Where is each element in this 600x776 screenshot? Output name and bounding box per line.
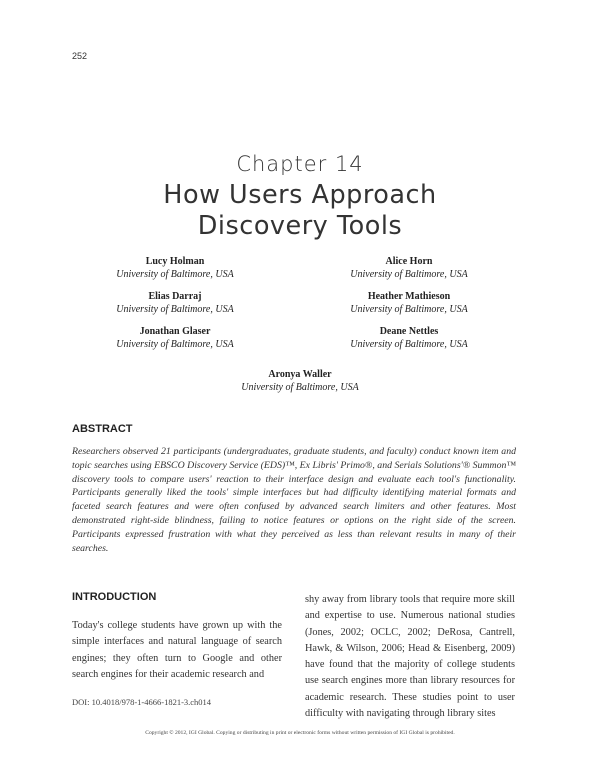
author-block: [80, 255, 270, 281]
author-block: [80, 325, 270, 351]
introduction-heading: INTRODUCTION: [72, 591, 157, 603]
chapter-label: Chapter 14: [236, 152, 364, 176]
author-name: Alice Horn: [385, 256, 433, 267]
author-affiliation: University of Baltimore, USA: [116, 304, 234, 315]
author-name: Heather Mathieson: [367, 291, 451, 302]
page-number: 252: [72, 51, 88, 61]
abstract-text: Researchers observed 21 participants (undergraduates, graduate students, and faculty) conduct known item and topic searches using EBSCO Discovery Service (EDS)™, Ex Libris' Primo®, and Serials Solutions'® Summon™ discovery tools to compare users' reaction to their interface design and evaluate each tool's functionality. Participants generally liked the tools' simple interfaces but had difficulty identifying material formats and faceted search features and were often confused by advanced search limiters and other features. Most demonstrated right-side blindness, failing to notice features or options on the right side of the screen. Participants expressed frustration with what they perceived as less than relevant results in many of their searches.: [72, 446, 516, 554]
author-affiliation: University of Baltimore, USA: [350, 269, 468, 280]
author-affiliation: University of Baltimore, USA: [350, 339, 468, 350]
intro-right-column: shy away from library tools that require more skill and expertise to use. Numerous national studies (Jones, 2002; OCLC, 2002; DeRosa, Cantrell, Hawk, & Wilson, 2006; Head & Eisenberg, 2009) have found that the majority of college students use search engines more than library resources for academic research. These studies point to user difficulty with navigating through library sites: [305, 594, 515, 720]
chapter-title: [0, 180, 600, 242]
intro-left-column: Today's college students have grown up with the simple interfaces and natural language of search engines; they often turn to Google and other search engines for their academic research and: [72, 620, 282, 680]
author-affiliation: University of Baltimore, USA: [116, 339, 234, 350]
author-name: Lucy Holman: [145, 256, 205, 267]
title-line-2: Discovery Tools: [197, 211, 403, 241]
doi: DOI: 10.4018/978-1-4666-1821-3.ch014: [72, 697, 212, 707]
author-name: Elias Darraj: [148, 291, 202, 302]
title-line-1: How Users Approach: [163, 180, 437, 210]
author-affiliation: University of Baltimore, USA: [241, 382, 359, 393]
author-affiliation: University of Baltimore, USA: [116, 269, 234, 280]
abstract-heading: ABSTRACT: [72, 423, 133, 435]
author-block: [80, 290, 270, 316]
copyright-notice: Copyright © 2012, IGI Global. Copying or distributing in print or electronic forms without written permission of IGI Global is prohibited.: [145, 730, 455, 736]
author-name: Aronya Waller: [268, 369, 332, 380]
author-block: [198, 368, 402, 394]
author-block: [314, 325, 504, 351]
author-block: [314, 290, 504, 316]
author-block: [314, 255, 504, 281]
author-name: Jonathan Glaser: [139, 326, 211, 337]
author-affiliation: University of Baltimore, USA: [350, 304, 468, 315]
author-name: Deane Nettles: [379, 326, 439, 337]
